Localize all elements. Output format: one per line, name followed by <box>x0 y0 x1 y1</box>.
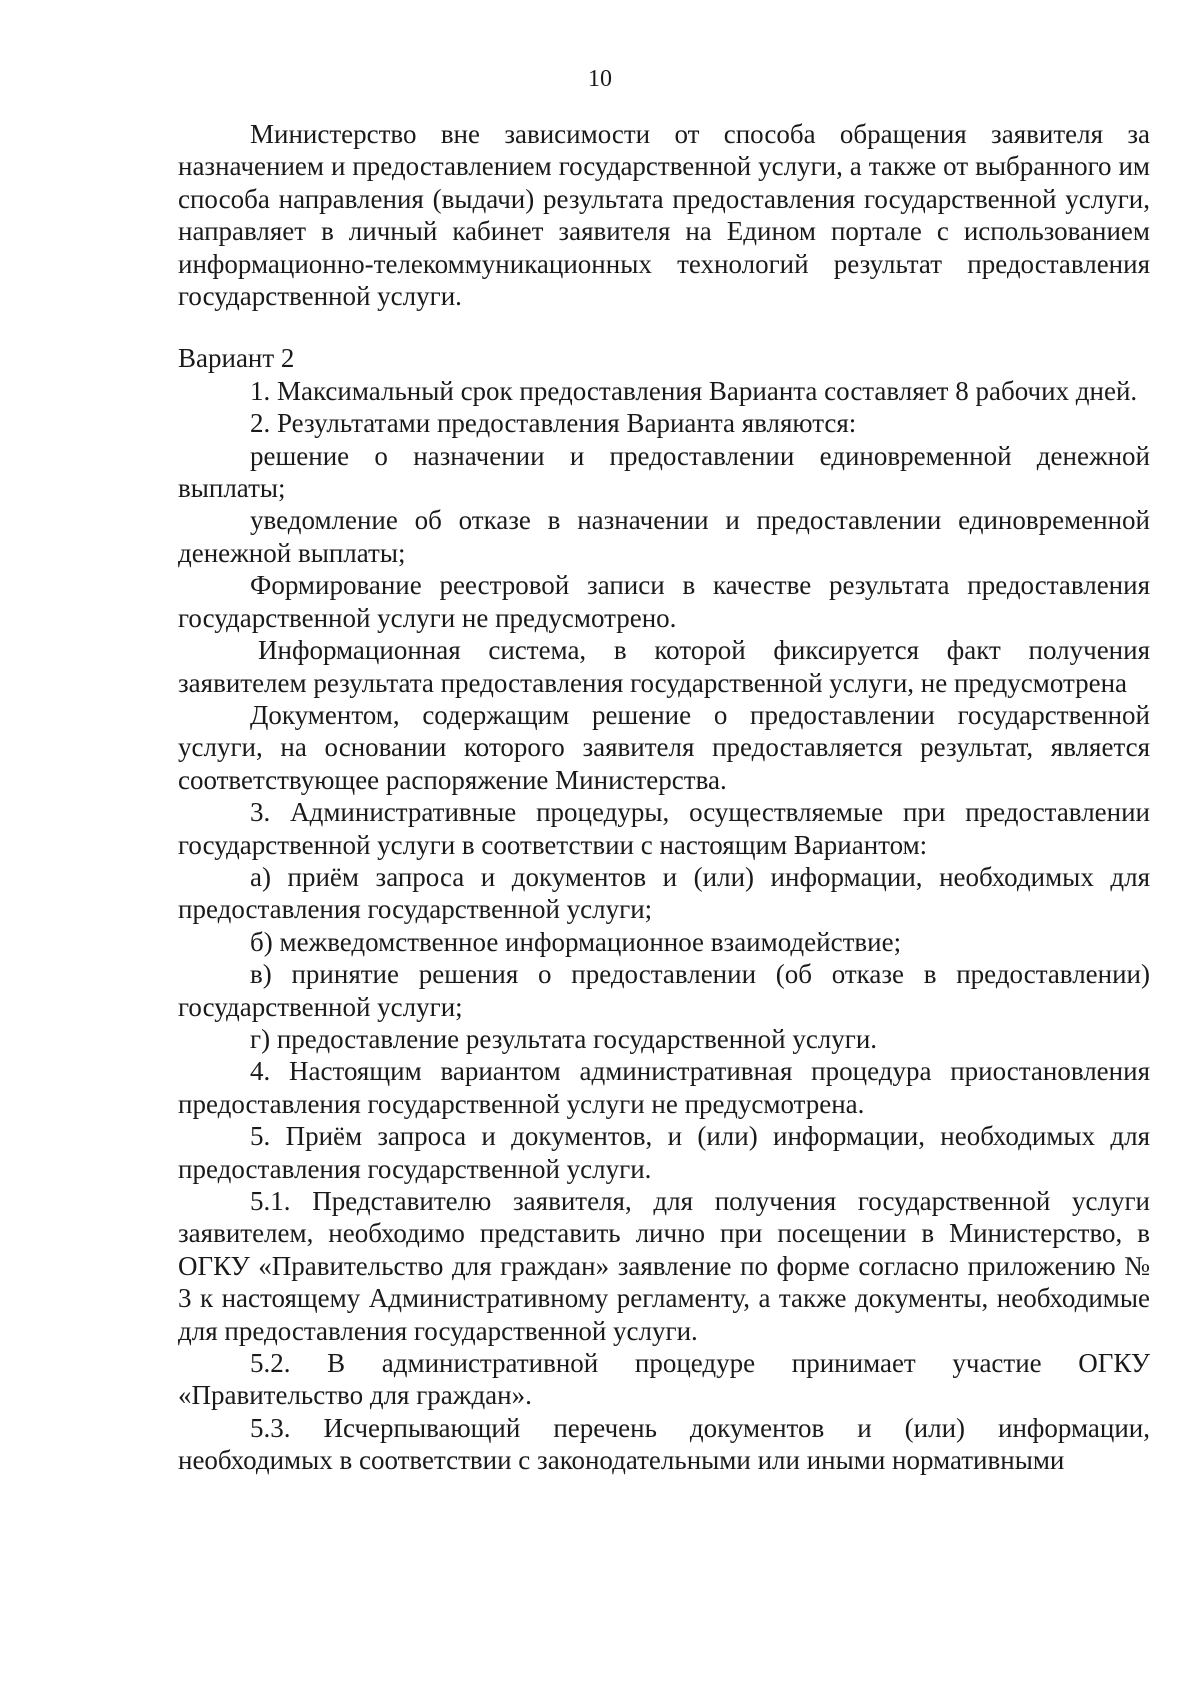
paragraph-request-intake: 5. Приём запроса и документов, и (или) информации, необходимых для предоставления государственной услуги. <box>178 1121 1150 1184</box>
paragraph-5-2: 5.2. В административной процедуре принимает участие ОГКУ «Правительство для граждан». <box>178 1348 1150 1411</box>
paragraph-5-3: 5.3. Исчерпывающий перечень документов и (или) информации, необходимых в соответствии с законодательными или иными нормативными <box>178 1412 1150 1476</box>
paragraph-max-term: 1. Максимальный срок предоставления Варианта составляет 8 рабочих дней. <box>250 375 1138 406</box>
paragraph-admin-procedures: 3. Административные процедуры, осуществляемые при предоставлении государственной услуги в соответствии с настоящим Вариантом: <box>178 797 1150 860</box>
paragraph-results-intro: 2. Результатами предоставления Варианта являются: <box>250 408 857 439</box>
paragraph-decision-document: Документом, содержащим решение о предоставлении государственной услуги, на основании которого заявителя предоставляется результат, является соответствующее распоряжение Министерства. <box>178 699 1150 795</box>
list-item-v: в) принятие решения о предоставлении (об отказе в предоставлении) государственной услуги; <box>178 959 1150 1022</box>
variant-heading: Вариант 2 <box>178 343 295 374</box>
paragraph-suspension: 4. Настоящим вариантом административная процедура приостановления предоставления государственной услуги не предусмотрена. <box>178 1056 1150 1119</box>
paragraph-result-decision: решение о назначении и предоставлении единовременной денежной выплаты; <box>178 440 1150 504</box>
document-body <box>178 118 1150 1477</box>
paragraph-registry-record: Формирование реестровой записи в качестве результата предоставления государственной услуги не предусмотрено. <box>178 570 1150 633</box>
paragraph-result-refusal: уведомление об отказе в назначении и предоставлении единовременной денежной выплаты; <box>178 505 1150 568</box>
list-item-b: б) межведомственное информационное взаимодействие; <box>250 926 902 957</box>
paragraph-5-1: 5.1. Представителю заявителя, для получения государственной услуги заявителем, необходимо представить лично при посещении в Министерство, в ОГКУ «Правительство для граждан» заявление по форме согласно приложению № 3 к настоящему Административному регламенту, а также документы, необходимые для предоставления государственной услуги. <box>178 1186 1150 1346</box>
page-number: 10 <box>588 66 612 92</box>
paragraph-ministry-result: Министерство вне зависимости от способа обращения заявителя за назначением и предоставлением государственной услуги, а также от выбранного им способа направления (выдачи) результата предоставления государственной услуги, направляет в личный кабинет заявителя на Едином портале с использованием информационно-телекоммуникационных технологий результат предоставления государственной услуги. <box>178 119 1150 312</box>
list-item-g: г) предоставление результата государственной услуги. <box>250 1023 878 1054</box>
list-item-a: а) приём запроса и документов и (или) информации, необходимых для предоставления государственной услуги; <box>178 861 1150 925</box>
paragraph-info-system: Информационная система, в которой фиксируется факт получения заявителем результата предоставления государственной услуги, не предусмотрена <box>178 635 1150 698</box>
